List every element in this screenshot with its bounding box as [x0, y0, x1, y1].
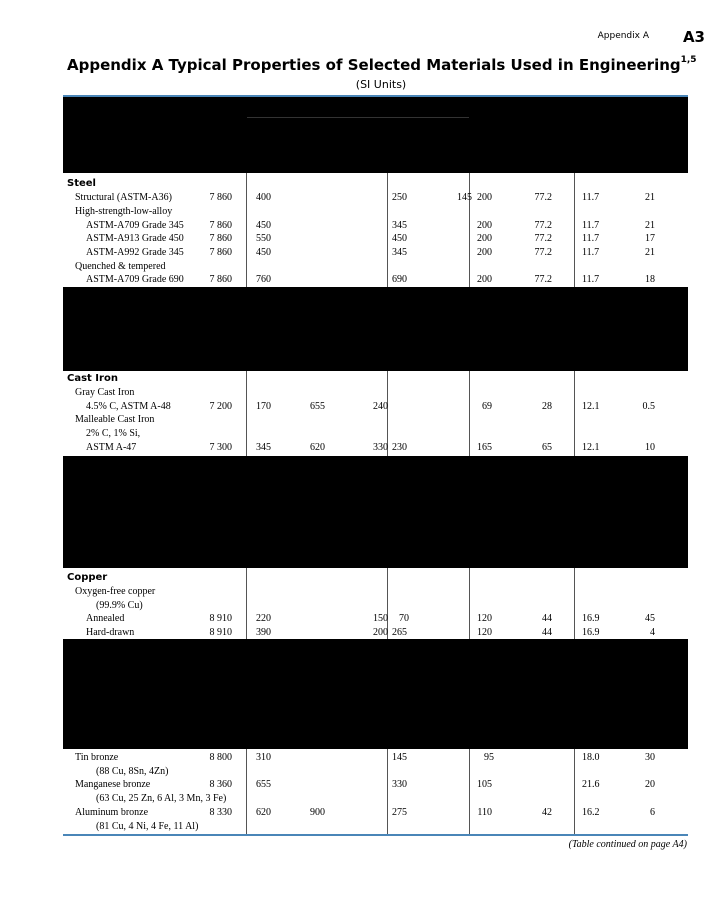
modulus-elasticity-value: 200: [477, 220, 492, 231]
material-name: ASTM-A709 Grade 690: [86, 274, 184, 285]
section-heading-steel: Steel: [67, 178, 96, 189]
table-row: [0, 274, 719, 287]
table-row: [0, 261, 719, 274]
material-composition: (88 Cu, 8Sn, 4Zn): [96, 766, 169, 777]
material-group-name: Malleable Cast Iron: [75, 414, 155, 425]
thermal-expansion-value: 11.7: [582, 274, 600, 285]
yield-tension-value: 345: [392, 220, 407, 231]
material-composition: (63 Cu, 25 Zn, 6 Al, 3 Mn, 3 Fe): [96, 793, 227, 804]
elongation-value: 18: [645, 274, 655, 285]
modulus-elasticity-value: 120: [477, 613, 492, 624]
material-name: ASTM-A913 Grade 450: [86, 233, 184, 244]
thermal-expansion-value: 16.2: [582, 807, 600, 818]
title-text: Appendix A Typical Properties of Selected Materials Used in Engineering: [67, 56, 681, 74]
modulus-rigidity-value: 42: [542, 807, 552, 818]
table-row: [0, 401, 719, 414]
density-value: 8 910: [209, 627, 232, 638]
thermal-expansion-value: 11.7: [582, 220, 600, 231]
ultimate-shear-value: 200: [373, 627, 388, 638]
elongation-value: 30: [645, 752, 655, 763]
table-row: [0, 387, 719, 400]
ultimate-shear-value: 240: [373, 401, 388, 412]
density-value: 7 860: [209, 233, 232, 244]
table-row: [0, 793, 719, 806]
elongation-value: 4: [650, 627, 655, 638]
yield-tension-value: 450: [392, 233, 407, 244]
density-value: 8 800: [209, 752, 232, 763]
ultimate-tension-value: 220: [256, 613, 271, 624]
elongation-value: 21: [645, 192, 655, 203]
continuation-note: (Table continued on page A4): [568, 839, 687, 850]
yield-tension-value: 690: [392, 274, 407, 285]
units-subtitle: (SI Units): [355, 78, 407, 91]
ultimate-tension-value: 450: [256, 220, 271, 231]
modulus-rigidity-value: 44: [542, 613, 552, 624]
yield-tension-value: 230: [392, 442, 407, 453]
material-composition: (99.9% Cu): [96, 600, 143, 611]
table-row: [0, 442, 719, 455]
page-title: [67, 56, 697, 74]
table-row: [0, 192, 719, 205]
table-row: [0, 414, 719, 427]
table-row: [0, 613, 719, 626]
table-row: [0, 206, 719, 219]
yield-tension-value: 275: [392, 807, 407, 818]
material-name: Manganese bronze: [75, 779, 151, 790]
table-row: [0, 821, 719, 834]
modulus-elasticity-value: 110: [477, 807, 492, 818]
yield-shear-value: 145: [457, 192, 472, 203]
material-name: Annealed: [86, 613, 125, 624]
ultimate-tension-value: 170: [256, 401, 271, 412]
density-value: 8 910: [209, 613, 232, 624]
thermal-expansion-value: 11.7: [582, 233, 600, 244]
table-row: [0, 428, 719, 441]
title-footnote-marker: 1,5: [680, 55, 697, 65]
modulus-rigidity-value: 77.2: [534, 247, 552, 258]
modulus-elasticity-value: 200: [477, 233, 492, 244]
section-heading-copper: Copper: [67, 572, 108, 583]
modulus-rigidity-value: 28: [542, 401, 552, 412]
material-composition: (81 Cu, 4 Ni, 4 Fe, 11 Al): [96, 821, 199, 832]
material-group-name: Oxygen-free copper: [75, 586, 156, 597]
modulus-elasticity-value: 200: [477, 274, 492, 285]
ultimate-tension-value: 345: [256, 442, 271, 453]
yield-tension-value: 330: [392, 779, 407, 790]
table-row: [0, 600, 719, 613]
modulus-rigidity-value: 65: [542, 442, 552, 453]
material-name: Structural (ASTM-A36): [75, 192, 172, 203]
modulus-rigidity-value: 77.2: [534, 192, 552, 203]
yield-tension-value: 250: [392, 192, 407, 203]
modulus-elasticity-value: 200: [477, 192, 492, 203]
table-row: [0, 586, 719, 599]
modulus-elasticity-value: 69: [482, 401, 492, 412]
elongation-value: 21: [645, 247, 655, 258]
modulus-elasticity-value: 105: [477, 779, 492, 790]
ultimate-tension-value: 310: [256, 752, 271, 763]
material-composition: 2% C, 1% Si,: [86, 428, 141, 439]
ultimate-compression-value: 620: [310, 442, 325, 453]
ultimate-tension-value: 550: [256, 233, 271, 244]
ultimate-compression-value: 900: [310, 807, 325, 818]
density-value: 7 860: [209, 220, 232, 231]
elongation-value: 45: [645, 613, 655, 624]
table-row: [0, 807, 719, 820]
running-header-label: Appendix A: [597, 31, 649, 41]
modulus-rigidity-value: 77.2: [534, 220, 552, 231]
thermal-expansion-value: 21.6: [582, 779, 600, 790]
elongation-value: 21: [645, 220, 655, 231]
thermal-expansion-value: 16.9: [582, 613, 600, 624]
material-name: Tin bronze: [75, 752, 119, 763]
modulus-elasticity-value: 165: [477, 442, 492, 453]
redacted-block: [63, 287, 688, 371]
redacted-block: [63, 456, 688, 568]
material-name: ASTM A-47: [86, 442, 137, 453]
modulus-rigidity-value: 77.2: [534, 274, 552, 285]
density-value: 7 860: [209, 274, 232, 285]
density-value: 7 300: [209, 442, 232, 453]
material-group-name: High-strength-low-alloy: [75, 206, 173, 217]
elongation-value: 20: [645, 779, 655, 790]
thermal-expansion-value: 18.0: [582, 752, 600, 763]
density-value: 7 200: [209, 401, 232, 412]
table-bottom-rule: [63, 834, 688, 836]
yield-tension-value: 70: [399, 613, 409, 624]
material-name: Hard-drawn: [86, 627, 135, 638]
elongation-value: 6: [650, 807, 655, 818]
redacted-column-header: [63, 97, 688, 173]
material-group-name: Quenched & tempered: [75, 261, 166, 272]
ultimate-shear-value: 330: [373, 442, 388, 453]
yield-tension-value: 265: [392, 627, 407, 638]
modulus-rigidity-value: 77.2: [534, 233, 552, 244]
modulus-rigidity-value: 44: [542, 627, 552, 638]
yield-tension-value: 345: [392, 247, 407, 258]
thermal-expansion-value: 11.7: [582, 247, 600, 258]
ultimate-tension-value: 400: [256, 192, 271, 203]
table-row: [0, 766, 719, 779]
modulus-elasticity-value: 200: [477, 247, 492, 258]
thermal-expansion-value: 12.1: [582, 401, 600, 412]
yield-tension-value: 145: [392, 752, 407, 763]
table-row: [0, 627, 719, 640]
table-row: [0, 220, 719, 233]
thermal-expansion-value: 11.7: [582, 192, 600, 203]
elongation-value: 17: [645, 233, 655, 244]
table-row: [0, 247, 719, 260]
ultimate-tension-value: 760: [256, 274, 271, 285]
page-number: A3: [682, 28, 705, 46]
ultimate-tension-value: 655: [256, 779, 271, 790]
redacted-block: [63, 639, 688, 749]
ultimate-shear-value: 150: [373, 613, 388, 624]
header-subrule: [247, 117, 469, 118]
material-name: ASTM-A709 Grade 345: [86, 220, 184, 231]
table-row: [0, 233, 719, 246]
table-row: [0, 779, 719, 792]
thermal-expansion-value: 12.1: [582, 442, 600, 453]
elongation-value: 0.5: [642, 401, 655, 412]
material-name: ASTM-A992 Grade 345: [86, 247, 184, 258]
modulus-elasticity-value: 120: [477, 627, 492, 638]
density-value: 7 860: [209, 247, 232, 258]
ultimate-compression-value: 655: [310, 401, 325, 412]
density-value: 8 360: [209, 779, 232, 790]
ultimate-tension-value: 620: [256, 807, 271, 818]
modulus-elasticity-value: 95: [484, 752, 494, 763]
material-group-name: Gray Cast Iron: [75, 387, 135, 398]
elongation-value: 10: [645, 442, 655, 453]
material-name: 4.5% C, ASTM A-48: [86, 401, 171, 412]
ultimate-tension-value: 450: [256, 247, 271, 258]
ultimate-tension-value: 390: [256, 627, 271, 638]
density-value: 8 330: [209, 807, 232, 818]
table-row: [0, 752, 719, 765]
material-name: Aluminum bronze: [75, 807, 149, 818]
section-heading-cast-iron: Cast Iron: [67, 373, 118, 384]
density-value: 7 860: [209, 192, 232, 203]
thermal-expansion-value: 16.9: [582, 627, 600, 638]
